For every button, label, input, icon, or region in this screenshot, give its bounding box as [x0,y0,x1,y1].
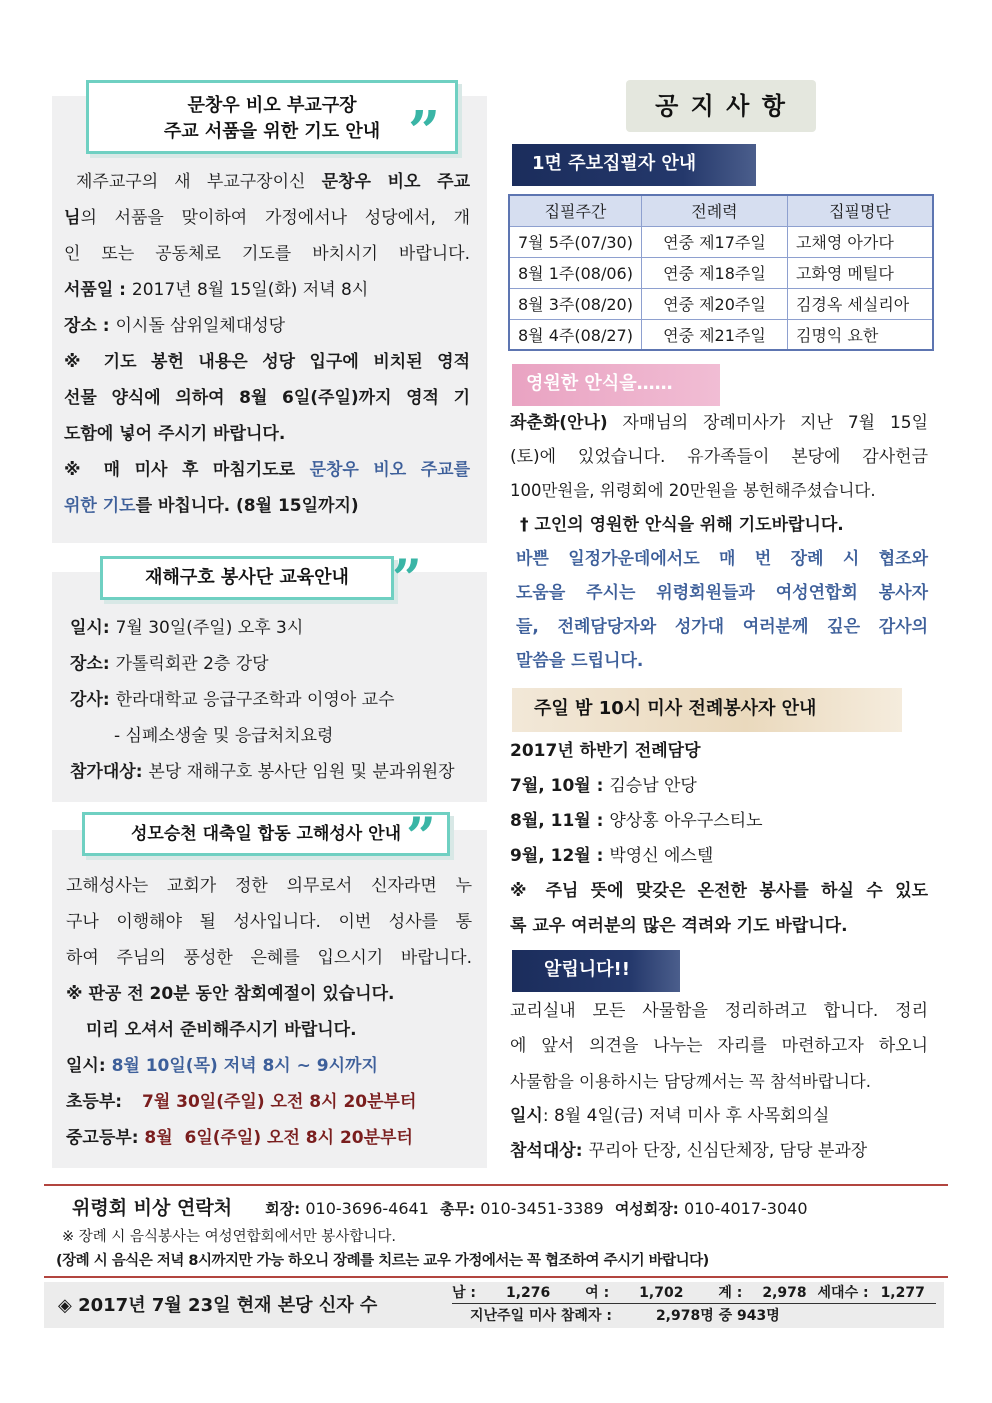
ordination-date: 서품일 : 2017년 8월 15일(화) 저녁 8시 [64,280,369,300]
liturgy-body [510,734,928,944]
disaster-relief-topic: - 심폐소생술 및 응급처치요령 [114,726,334,746]
prayer-notice-title-line1: 문창우 비오 부교구장 [187,95,357,116]
announce-date: 일시: 8월 4일(금) 저녁 미사 후 사목회의실 [510,1106,830,1126]
male-count: 1,276 [506,1285,551,1301]
repose-line1: 좌춘화(안나) 자매님의 장례미사가 지난 7월 15일 [510,413,928,433]
prayer-notice-line: 인 또는 공동체로 기도를 바치시기 바랍니다. [64,244,470,264]
household-count: 1,277 [880,1285,925,1301]
prayer-notice-body [64,164,470,524]
liturgy-subtitle: 2017년 하반기 전례담당 [510,741,701,761]
liturgy-row: 8월, 11월 : 양상홍 아우구스티노 [510,811,763,831]
prayer-notice-line: 님의 서품을 맞이하여 가정에서나 성당에서, 개 [64,208,470,228]
repose-thanks-line: 바쁜 일정가운데에서도 매 번 장례 시 협조와 [516,549,928,569]
column-header: 전례력 [641,195,787,226]
prayer-note2-line1: ※ 매 미사 후 마침기도로 문창우 비오 주교를 [64,460,470,480]
confession-date: 일시: 8월 10일(목) 저녁 8시 ~ 9시까지 [66,1056,378,1076]
writers-table [508,194,934,351]
prayer-note-line: 도함에 넣어 주시기 바랍니다. [64,424,286,444]
prayer-notice-title-box [86,80,458,154]
contact-line: 위령회 비상 연락처 회장: 010-3696-4641 총무: 010-3451-3389 여성회장: 010-4017-3040 [72,1197,808,1219]
liturgy-header [512,688,902,732]
writers-header-label: 1면 주보집필자 안내 [532,153,697,174]
prayer-note2-line2: 위한 기도를 바칩니다. (8월 15일까지) [64,496,359,516]
disaster-relief-audience: 참가대상: 본당 재해구호 봉사단 임원 및 분과위원장 [70,762,455,782]
repose-thanks-line: 말씀을 드립니다. [516,651,644,671]
repose-thanks-line: 들, 전례담당자와 성가대 여러분께 깊은 감사의 [516,617,928,637]
contact-title: 위령회 비상 연락처 [72,1197,233,1219]
notice-title-box [626,80,816,132]
census-title: ◈ 2017년 7월 23일 현재 본당 신자 수 [58,1295,378,1316]
table-cell: 7월 5주(07/30) [509,226,641,257]
disaster-relief-place: 장소: 가톨릭회관 2층 강당 [70,654,269,674]
funeral-note1: ※ 장례 시 음식봉사는 여성연합회에서만 봉사합니다. [62,1229,396,1245]
table-row [509,319,933,350]
column-header: 집필명단 [787,195,933,226]
prayer-notice-title-line2: 주교 서품을 위한 기도 안내 [163,121,381,142]
footer-top-rule [44,1184,948,1186]
total-count: 2,978 [762,1285,807,1301]
table-cell: 8월 3주(08/20) [509,288,641,319]
announce-header-label: 알립니다!! [544,959,630,980]
table-cell: 연중 제21주일 [641,319,787,350]
confession-line: 구나 이행해야 될 성사입니다. 이번 성사를 통 [66,912,472,932]
attendance-line: 지난주일 미사 참례자 : 2,978명 중 943명 [470,1308,780,1324]
repose-header [512,364,720,406]
female-count: 1,702 [639,1285,684,1301]
repose-line2: (토)에 있었습니다. 유가족들이 본당에 감사헌금 [510,447,928,467]
table-cell: 8월 4주(08/27) [509,319,641,350]
table-cell: 김명익 요한 [787,319,933,350]
quote-mark-icon: ” [392,549,422,610]
disaster-relief-title: 재해구호 봉사단 교육안내 [145,567,349,588]
ordination-place: 장소 : 이시돌 삼위일체대성당 [64,316,286,336]
women-president-phone: 010-4017-3040 [684,1199,808,1218]
footer-mid-rule [44,1276,948,1278]
repose-prayer: † 고인의 영원한 안식을 위해 기도바랍니다. [520,515,844,535]
disaster-relief-instructor: 강사: 한라대학교 응급구조학과 이영아 교수 [70,690,395,710]
prayer-notice-line: 제주교구의 새 부교구장이신 문창우 비오 주교 [76,172,471,192]
funeral-note2: (장례 시 음식은 저녁 8시까지만 가능 하오니 장례를 치르는 교우 가정에서는 꼭 협조하여 주시기 바랍니다) [56,1253,709,1269]
census-counts: 남 : 1,276 여 : 1,702 계 : 2,978 세대수 : 1,277 [452,1283,936,1304]
notice-title: 공 지 사 항 [655,92,787,120]
table-cell: 연중 제18주일 [641,257,787,288]
table-cell: 고채영 아가다 [787,226,933,257]
confession-line: 고해성사는 교회가 정한 의무로서 신자라면 누 [66,876,472,896]
president-phone: 010-3696-4641 [305,1199,429,1218]
confession-middle-high: 중고등부: 8월 6일(주일) 오전 8시 20분부터 [66,1128,413,1148]
announce-attendees: 참석대상: 꾸리아 단장, 신심단체장, 담당 분과장 [510,1141,868,1161]
prayer-note-line: ※ 기도 봉헌 내용은 성당 입구에 비치된 영적 [64,352,470,372]
announce-header [512,950,680,992]
confession-body [66,868,472,1156]
table-row [509,288,933,319]
disaster-relief-title-box [100,556,394,600]
announce-line: 사물함을 이용하시는 담당께서는 꼭 참석바랍니다. [510,1072,871,1091]
repose-body [510,406,928,678]
table-row [509,257,933,288]
table-header-row [509,195,933,226]
table-cell: 고화영 메틸다 [787,257,933,288]
announce-line: 에 앞서 의견을 나누는 자리를 마련하고자 하오니 [510,1036,928,1056]
liturgy-note-line: ※ 주님 뜻에 맞갖은 온전한 봉사를 하실 수 있도 [510,881,928,901]
liturgy-row: 7월, 10월 : 김승남 안당 [510,776,697,796]
confession-line: 하여 주님의 풍성한 은혜를 입으시기 바랍니다. [66,948,472,968]
quote-mark-icon: ” [408,99,441,165]
writers-header [512,144,756,186]
liturgy-note-line: 록 교우 여러분의 많은 격려와 기도 바랍니다. [510,916,848,936]
announce-line: 교리실내 모든 사물함을 정리하려고 합니다. 정리 [510,1001,928,1021]
confession-elementary: 초등부: 7월 30일(주일) 오전 8시 20분부터 [66,1092,417,1112]
confession-title: 성모승천 대축일 합동 고해성사 안내 [130,824,401,844]
disaster-relief-body [70,610,480,790]
repose-thanks-line: 도움을 주시는 위령회원들과 여성연합회 봉사자 [516,583,928,603]
attendance-count: 2,978명 중 943명 [655,1308,780,1324]
repose-line3: 100만원을, 위령회에 20만원을 봉헌해주셨습니다. [510,481,876,500]
column-header: 집필주간 [509,195,641,226]
disaster-relief-date: 일시: 7월 30일(주일) 오후 3시 [70,618,304,638]
confession-note-line1: ※ 판공 전 20분 동안 참회예절이 있습니다. [66,984,395,1004]
prayer-note-line: 선물 양식에 의하여 8월 6일(주일)까지 영적 기 [64,388,470,408]
repose-header-label: 영원한 안식을…… [526,373,673,394]
table-cell: 연중 제17주일 [641,226,787,257]
table-cell: 김경옥 세실리아 [787,288,933,319]
confession-note-line2: 미리 오셔서 준비해주시기 바랍니다. [86,1020,357,1040]
announce-body [510,994,928,1169]
liturgy-header-label: 주일 밤 10시 미사 전례봉사자 안내 [534,698,817,719]
table-cell: 연중 제20주일 [641,288,787,319]
secretary-phone: 010-3451-3389 [480,1199,604,1218]
table-cell: 8월 1주(08/06) [509,257,641,288]
liturgy-row: 9월, 12월 : 박영신 에스텔 [510,846,714,866]
table-row [509,226,933,257]
quote-mark-icon: ” [406,807,436,868]
confession-title-box [82,812,450,856]
